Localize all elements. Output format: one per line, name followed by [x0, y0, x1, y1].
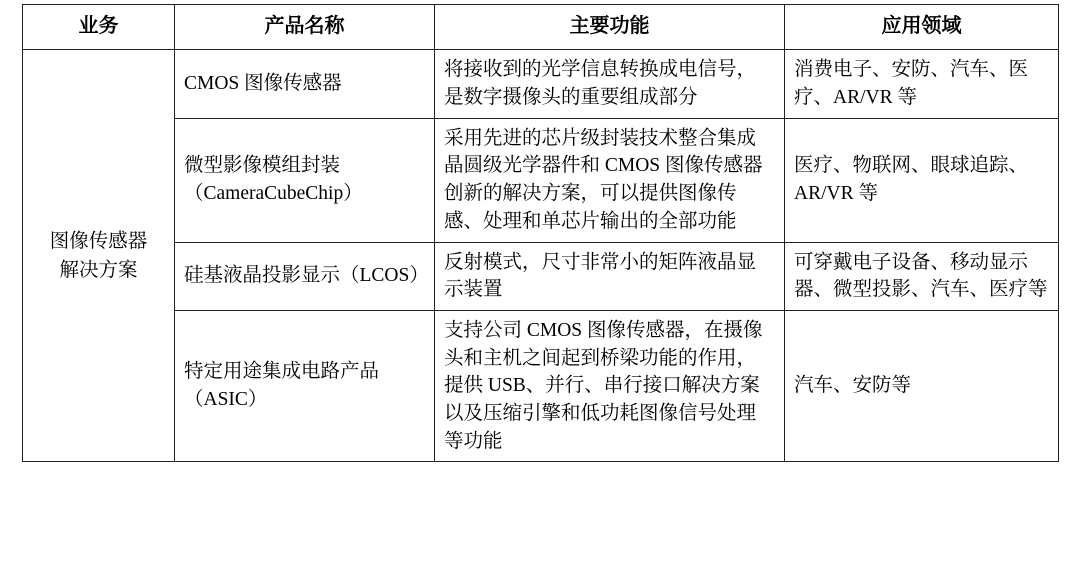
- application-field-cell: 可穿戴电子设备、移动显示器、微型投影、汽车、医疗等: [785, 242, 1059, 310]
- business-category-line-2: 解决方案: [59, 259, 138, 281]
- main-function-cell: 将接收到的光学信息转换成电信号，是数字摄像头的重要组成部分: [435, 50, 785, 118]
- column-header-main-function: 主要功能: [435, 5, 785, 50]
- table-header: [23, 5, 1059, 50]
- product-overview-table: [22, 4, 1059, 462]
- table-row: [23, 310, 1059, 461]
- product-name-cell: 微型影像模组封装（CameraCubeChip）: [175, 118, 435, 242]
- table-header-row: [23, 5, 1059, 50]
- main-function-cell: 支持公司 CMOS 图像传感器，在摄像头和主机之间起到桥梁功能的作用，提供 USB、并行、串行接口解决方案以及压缩引擎和低功耗图像信号处理等功能: [435, 310, 785, 461]
- table-body: [23, 50, 1059, 462]
- business-category-line-1: 图像传感器: [49, 230, 148, 252]
- application-field-cell: 医疗、物联网、眼球追踪、AR/VR 等: [785, 118, 1059, 242]
- table-row: [23, 118, 1059, 242]
- product-name-cell: CMOS 图像传感器: [175, 50, 435, 118]
- table-row: [23, 242, 1059, 310]
- business-category-cell: [23, 50, 175, 462]
- product-name-cell: 特定用途集成电路产品（ASIC）: [175, 310, 435, 461]
- table-row: [23, 50, 1059, 118]
- main-function-cell: 采用先进的芯片级封装技术整合集成晶圆级光学器件和 CMOS 图像传感器创新的解决方案，可以提供图像传感、处理和单芯片输出的全部功能: [435, 118, 785, 242]
- column-header-business: 业务: [23, 5, 175, 50]
- product-name-cell: 硅基液晶投影显示（LCOS）: [175, 242, 435, 310]
- main-function-cell: 反射模式，尺寸非常小的矩阵液晶显示装置: [435, 242, 785, 310]
- application-field-cell: 汽车、安防等: [785, 310, 1059, 461]
- column-header-product-name: 产品名称: [175, 5, 435, 50]
- application-field-cell: 消费电子、安防、汽车、医疗、AR/VR 等: [785, 50, 1059, 118]
- column-header-application-field: 应用领域: [785, 5, 1059, 50]
